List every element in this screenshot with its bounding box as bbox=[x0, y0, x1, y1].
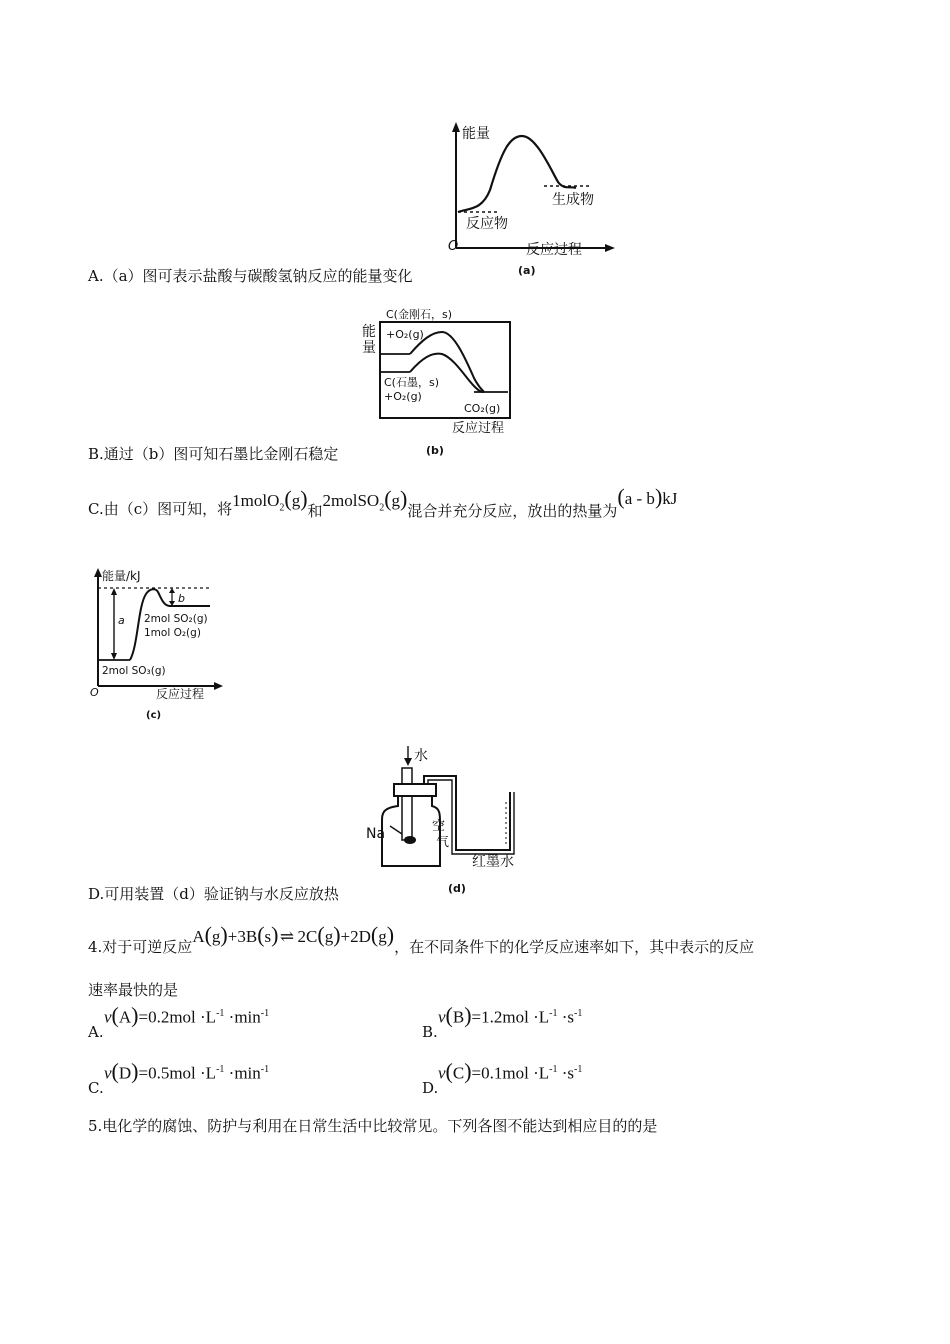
figure-a bbox=[440, 120, 620, 282]
fig-b-product-label: CO₂(g) bbox=[464, 402, 501, 415]
option-c-o2: 1molO$_2$(g) bbox=[232, 486, 308, 514]
fig-c-arrow-b-head-top bbox=[169, 588, 175, 593]
rate-exp-2: -1 bbox=[574, 1064, 583, 1075]
choice-label: A. bbox=[88, 1023, 104, 1041]
fig-c-x-label: 反应过程 bbox=[156, 687, 205, 701]
plus-1: + bbox=[227, 927, 238, 946]
fig-c-a-label: a bbox=[118, 614, 125, 627]
fig-d-red-ink-label: 红墨水 bbox=[472, 854, 514, 870]
option-b: B.通过（b）图可知石墨比金刚石稳定 bbox=[88, 445, 339, 463]
fig-a-x-arrow bbox=[605, 244, 615, 252]
heat-unit: kJ bbox=[662, 489, 678, 508]
rate-symbol: v bbox=[438, 1063, 446, 1083]
fig-c-product-label: 2mol SO₃(g) bbox=[102, 665, 166, 677]
state-B: s bbox=[264, 927, 272, 946]
option-c-and: 和 bbox=[307, 502, 323, 520]
rate-expression: $v(B)=1.2mol \cdot L^{-1} \cdot s^{-1}$ bbox=[438, 1002, 583, 1028]
fig-c-arrow-a-head-bottom bbox=[111, 653, 117, 660]
q4-suffix: ，在不同条件下的化学反应速率如下，其中表示的反应 bbox=[394, 938, 755, 956]
option-c bbox=[88, 486, 677, 520]
species-3B: 3B bbox=[237, 927, 258, 946]
rate-exp-1: -1 bbox=[549, 1008, 558, 1019]
fig-c-reactant-1: 2mol SO₂(g) bbox=[144, 613, 208, 625]
fig-a-product-label: 生成物 bbox=[552, 192, 594, 208]
state-C: g bbox=[324, 927, 334, 946]
rate-unit-2: ·s bbox=[557, 1007, 575, 1027]
fig-d-sodium-label: Na bbox=[366, 826, 386, 842]
o2-state: g bbox=[291, 491, 301, 510]
rate-expression: $v(D)=0.5mol \cdot L^{-1} \cdot\min^{-1}$ bbox=[104, 1058, 270, 1084]
q4-stem-line2: 速率最快的是 bbox=[88, 981, 179, 999]
fig-c-origin: O bbox=[90, 686, 99, 699]
q5-stem: 5.电化学的腐蚀、防护与利用在日常生活中比较常见。下列各图不能达到相应目的的是 bbox=[88, 1117, 658, 1135]
fig-d-air-label-2: 气 bbox=[436, 835, 450, 850]
o2-amount: 1molO bbox=[232, 491, 280, 510]
fig-a-reactant-label: 反应物 bbox=[466, 216, 508, 232]
option-d: D.可用装置（d）验证钠与水反应放热 bbox=[88, 885, 339, 903]
figure-d bbox=[362, 742, 542, 900]
fig-a-y-arrow bbox=[452, 122, 460, 132]
fig-d-wire bbox=[390, 826, 402, 834]
fig-b-y-label-1: 能 bbox=[362, 324, 376, 340]
so2-amount: 2molSO bbox=[322, 491, 380, 510]
rate-exp-1: -1 bbox=[549, 1064, 558, 1075]
so2-subscript: 2 bbox=[379, 502, 385, 514]
q4-prefix: 4.对于可逆反应 bbox=[88, 938, 193, 956]
species-A: A bbox=[192, 927, 205, 946]
choice-label: D. bbox=[422, 1079, 439, 1097]
rate-species: B bbox=[452, 1007, 465, 1027]
fig-c-y-arrow bbox=[94, 568, 102, 577]
option-a: A.（a）图可表示盐酸与碳酸氢钠反应的能量变化 bbox=[88, 267, 413, 285]
species-2D: 2D bbox=[350, 927, 371, 946]
fig-c-caption: (c) bbox=[146, 710, 162, 721]
rate-exp-2: -1 bbox=[574, 1008, 583, 1019]
fig-b-x-label: 反应过程 bbox=[452, 421, 505, 436]
rate-unit-2: ·min bbox=[224, 1063, 261, 1083]
fig-d-water-arrow-head bbox=[404, 758, 412, 766]
state-D: g bbox=[378, 927, 387, 946]
so2-state: g bbox=[391, 491, 401, 510]
equilibrium-arrow: ⇌ bbox=[279, 927, 295, 946]
choice-label: B. bbox=[422, 1023, 438, 1041]
fig-b-graphite-label-1: C(石墨，s) bbox=[384, 376, 439, 389]
fig-c-x-arrow bbox=[214, 682, 223, 690]
option-c-so2: 2molSO$_2$(g) bbox=[322, 486, 408, 514]
option-c-heat: (a - b)kJ bbox=[617, 484, 678, 509]
fig-a-x-label: 反应过程 bbox=[526, 242, 582, 258]
rate-exp-2: -1 bbox=[260, 1008, 270, 1019]
rate-expression: $v(C)=0.1mol \cdot L^{-1} \cdot s^{-1}$ bbox=[438, 1058, 583, 1084]
fig-d-funnel-tube bbox=[402, 768, 412, 840]
fig-c-y-label: 能量/kJ bbox=[102, 569, 141, 583]
option-c-prefix: C.由（c）图可知，将 bbox=[88, 500, 233, 518]
fig-b-graphite-label-2: +O₂(g) bbox=[384, 390, 422, 403]
fig-b-caption: (b) bbox=[426, 444, 444, 457]
plus-2: + bbox=[340, 927, 351, 946]
fig-a-caption: (a) bbox=[518, 264, 536, 277]
species-2C: 2C bbox=[297, 927, 318, 946]
state-A: g bbox=[211, 927, 221, 946]
figure-c bbox=[86, 566, 226, 722]
rate-exp-1: -1 bbox=[216, 1008, 225, 1019]
rate-value: =0.2mol ·L bbox=[138, 1007, 217, 1027]
rate-species: D bbox=[118, 1063, 132, 1083]
fig-d-water-label: 水 bbox=[414, 748, 428, 764]
choice-label: C. bbox=[88, 1079, 104, 1097]
q4-reaction: A(g)+3B(s) ⇌ 2C(g)+2D(g) bbox=[192, 922, 395, 947]
rate-species: C bbox=[452, 1063, 465, 1083]
fig-d-caption: (d) bbox=[448, 882, 466, 895]
option-c-middle: 混合并充分反应，放出的热量为 bbox=[407, 502, 618, 520]
rate-value: =1.2mol ·L bbox=[471, 1007, 550, 1027]
heat-expression: a - b bbox=[624, 489, 655, 508]
rate-symbol: v bbox=[104, 1007, 112, 1027]
rate-exp-2: -1 bbox=[260, 1064, 270, 1075]
fig-a-y-label: 能量 bbox=[462, 126, 490, 142]
fig-c-b-label: b bbox=[178, 592, 185, 605]
fig-c-arrow-a-head-top bbox=[111, 588, 117, 595]
fig-d-sodium-piece bbox=[404, 836, 416, 844]
fig-a-origin: O bbox=[448, 239, 459, 254]
rate-symbol: v bbox=[104, 1063, 112, 1083]
rate-expression: $v(A)=0.2mol \cdot L^{-1} \cdot\min^{-1}$ bbox=[104, 1002, 270, 1028]
fig-d-stopper bbox=[394, 784, 436, 796]
rate-unit-2: ·min bbox=[224, 1007, 261, 1027]
o2-subscript: 2 bbox=[279, 502, 285, 514]
fig-b-y-label-2: 量 bbox=[362, 340, 376, 356]
fig-b-diamond-label-2: +O₂(g) bbox=[386, 328, 424, 341]
rate-species: A bbox=[118, 1007, 132, 1027]
fig-b-diamond-label-1: C(金刚石，s) bbox=[386, 308, 452, 321]
rate-unit-2: ·s bbox=[557, 1063, 575, 1083]
rate-value: =0.1mol ·L bbox=[471, 1063, 550, 1083]
figure-b bbox=[358, 302, 518, 462]
fig-d-air-label-1: 空 bbox=[432, 819, 446, 834]
fig-c-reactant-2: 1mol O₂(g) bbox=[144, 627, 201, 639]
rate-exp-1: -1 bbox=[216, 1064, 225, 1075]
q4-stem bbox=[88, 922, 754, 956]
rate-symbol: v bbox=[438, 1007, 446, 1027]
rate-value: =0.5mol ·L bbox=[138, 1063, 217, 1083]
